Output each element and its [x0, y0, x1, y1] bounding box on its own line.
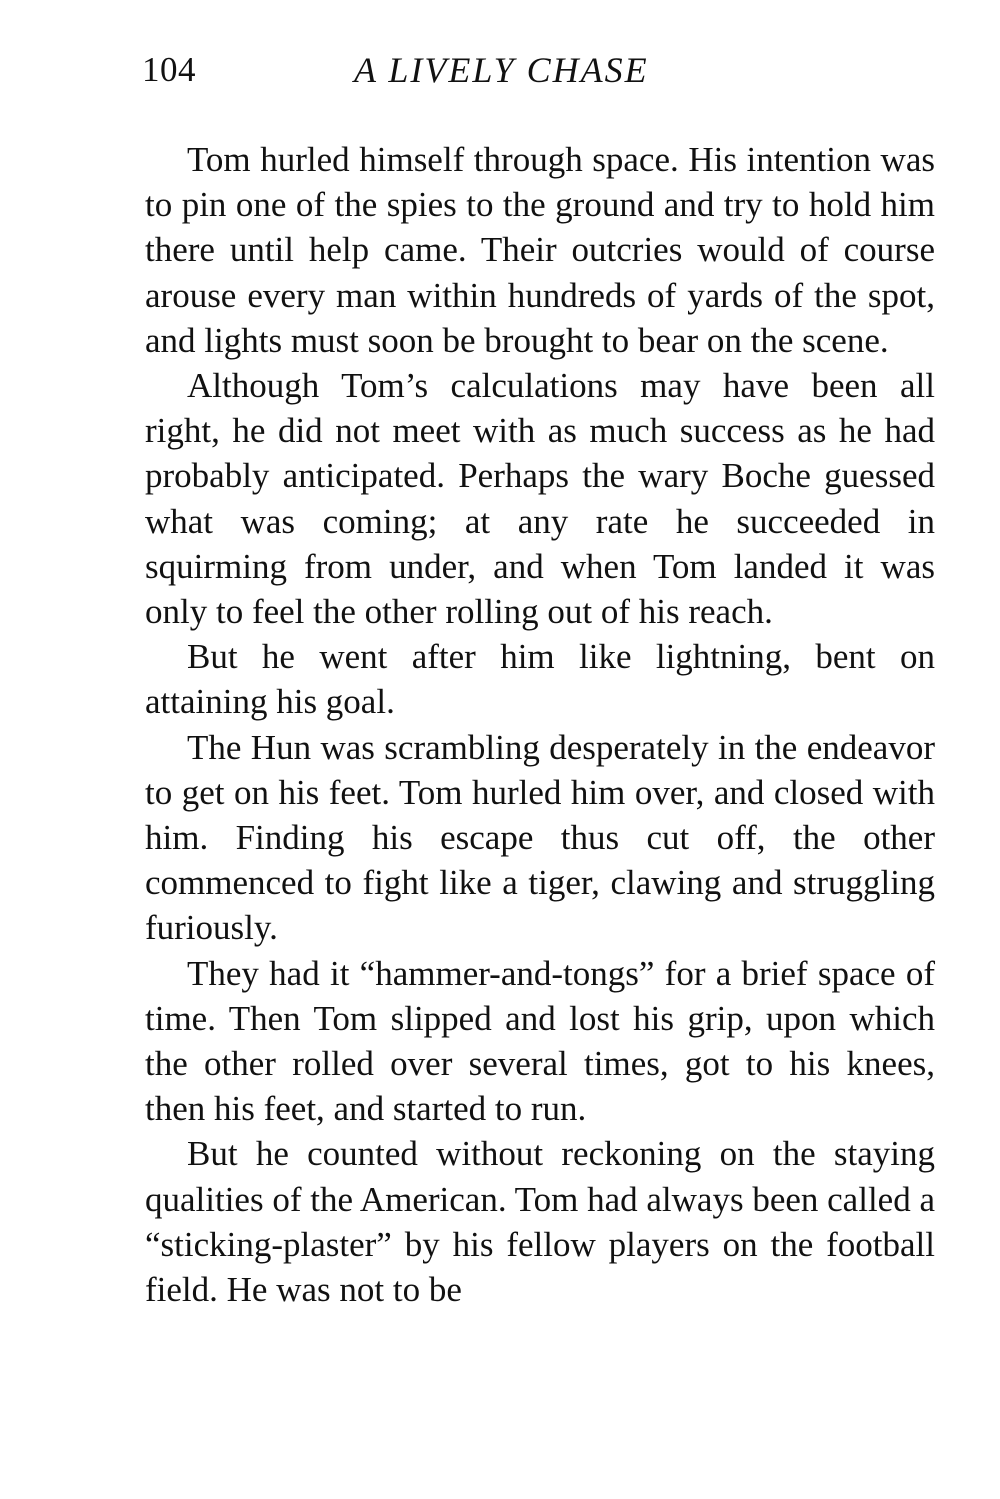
- paragraph: The Hun was scrambling desperately in the endeavor to get on his feet. Tom hurled him over, and closed with him. Finding his escape thus cut off, the other commenced to fight like a tiger, clawing and struggling furiously.: [145, 727, 935, 948]
- body-text: [145, 137, 935, 1312]
- paragraph: But he counted without reckoning on the staying qualities of the American. Tom had always been called a “sticking-plaster” by his fellow players on the football field. He was not to be: [145, 1134, 935, 1310]
- paragraph: Although Tom’s calculations may have been all right, he did not meet with as much success as he had probably anticipated. Perhaps the wary Boche guessed what was coming; at any rate he succeeded in squirming from under, and when Tom landed it was only to feel the other rolling out of his reach.: [145, 366, 935, 632]
- running-head: [142, 40, 932, 100]
- page-number: 104: [142, 50, 196, 89]
- paragraph: They had it “hammer-and-tongs” for a brief space of time. Then Tom slipped and lost his grip, upon which the other rolled over several times, got to his knees, then his feet, and started to run.: [145, 953, 935, 1129]
- paragraph: Tom hurled himself through space. His intention was to pin one of the spies to the ground and try to hold him there until help came. Their outcries would of course arouse every man within hundreds of yards of the spot, and lights must soon be brought to bear on the scene.: [145, 140, 935, 360]
- running-title: A LIVELY CHASE: [354, 50, 649, 90]
- paragraph: But he went after him like lightning, bent on attaining his goal.: [145, 637, 935, 722]
